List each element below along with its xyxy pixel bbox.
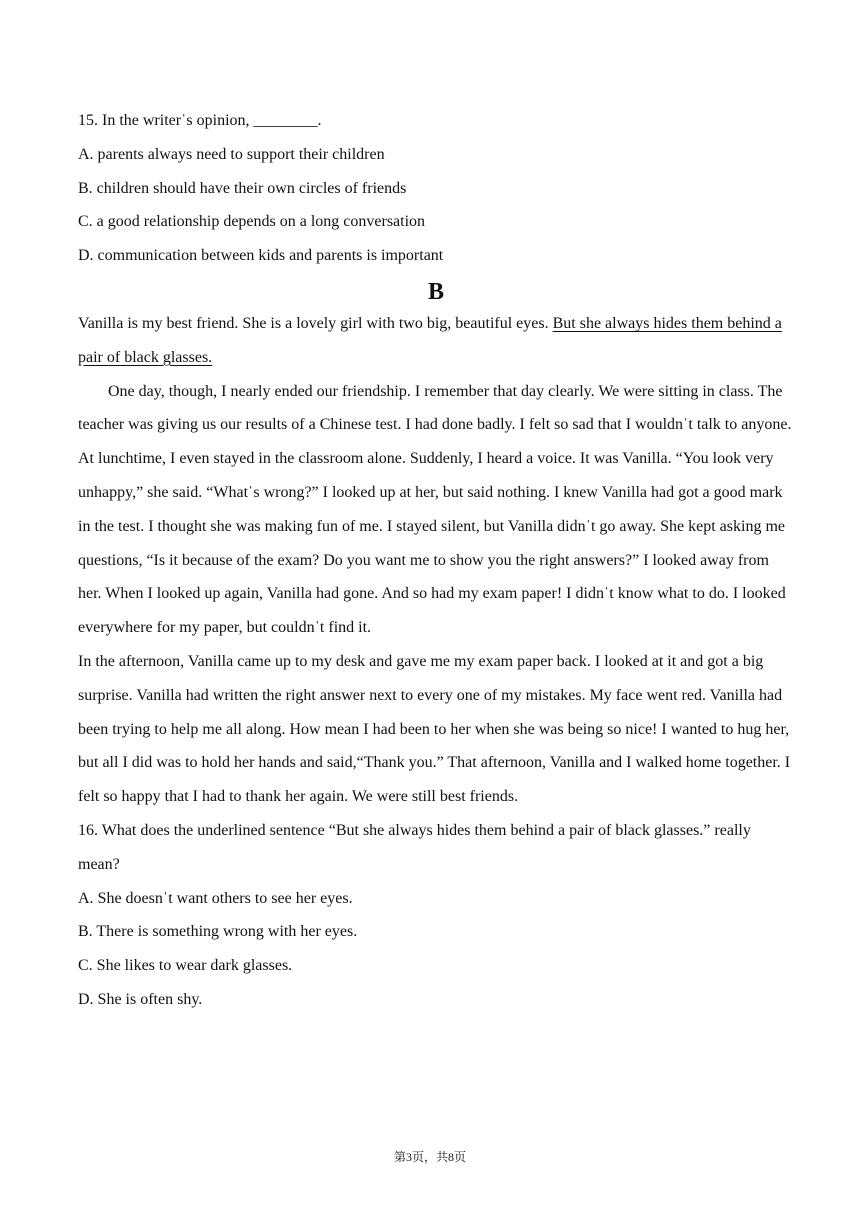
question-stem: 15. In the writerˈs opinion, ________. — [78, 112, 322, 129]
page-content — [78, 104, 794, 1017]
question-16 — [78, 814, 794, 1017]
option-c: C. a good relationship depends on a long conversation — [78, 213, 426, 231]
option-a: A. She doesnˈt want others to see her eyes. — [78, 889, 353, 907]
option-d: D. communication between kids and parents is important — [78, 247, 444, 265]
section-heading: B — [427, 278, 444, 305]
underlined-sentence: But she always hides them behind a pair of black glasses. — [78, 314, 782, 366]
passage-paragraph-3: In the afternoon, Vanilla came up to my desk and gave me my exam paper back. I looked at it and got a big surprise. Vanilla had written the right answer next to every one of my mistakes. My face went red. Vanilla had been trying to help me all along. How mean I had been to her when she was being so nice! I wanted to hug her, but all I did was to hold her hands and said,“Thank you.” That afternoon, Vanilla and I walked home together. I felt so happy that I had to thank her again. We were still best friends. — [78, 652, 791, 806]
option-a: A. parents always need to support their children — [78, 145, 385, 163]
option-c: C. She likes to wear dark glasses. — [78, 957, 293, 975]
option-b: B. children should have their own circles of friends — [78, 179, 407, 197]
question-15 — [78, 104, 794, 273]
passage-paragraph-1 — [78, 307, 794, 375]
question-stem: 16. What does the underlined sentence “But she always hides them behind a pair of black glasses.” really mean? — [78, 821, 751, 873]
passage-paragraph-2: One day, though, I nearly ended our friendship. I remember that day clearly. We were sitting in class. The teacher was giving us our results of a Chinese test. I had done badly. I felt so sad that I wouldnˈt talk to anyone. At lunchtime, I even stayed in the classroom alone. Suddenly, I heard a voice. It was Vanilla. “You look very unhappy,” she said. “Whatˈs wrong?” I looked up at her, but said nothing. I knew Vanilla had got a good mark in the test. I thought she was making fun of me. I stayed silent, but Vanilla didnˈt go away. She kept asking me questions, “Is it because of the exam? Do you want me to show you the right answers?” I looked away from her. When I looked up again, Vanilla had gone. And so had my exam paper! I didnˈt know what to do. I looked everywhere for my paper, but couldnˈt find it. — [78, 382, 792, 637]
page-number-footer: 第3页，共8页 — [393, 1150, 466, 1164]
reading-passage — [78, 307, 794, 814]
option-d: D. She is often shy. — [78, 990, 203, 1008]
paragraph-text: Vanilla is my best friend. She is a lovely girl with two big, beautiful eyes. — [78, 314, 553, 332]
option-b: B. There is something wrong with her eyes. — [78, 923, 358, 941]
